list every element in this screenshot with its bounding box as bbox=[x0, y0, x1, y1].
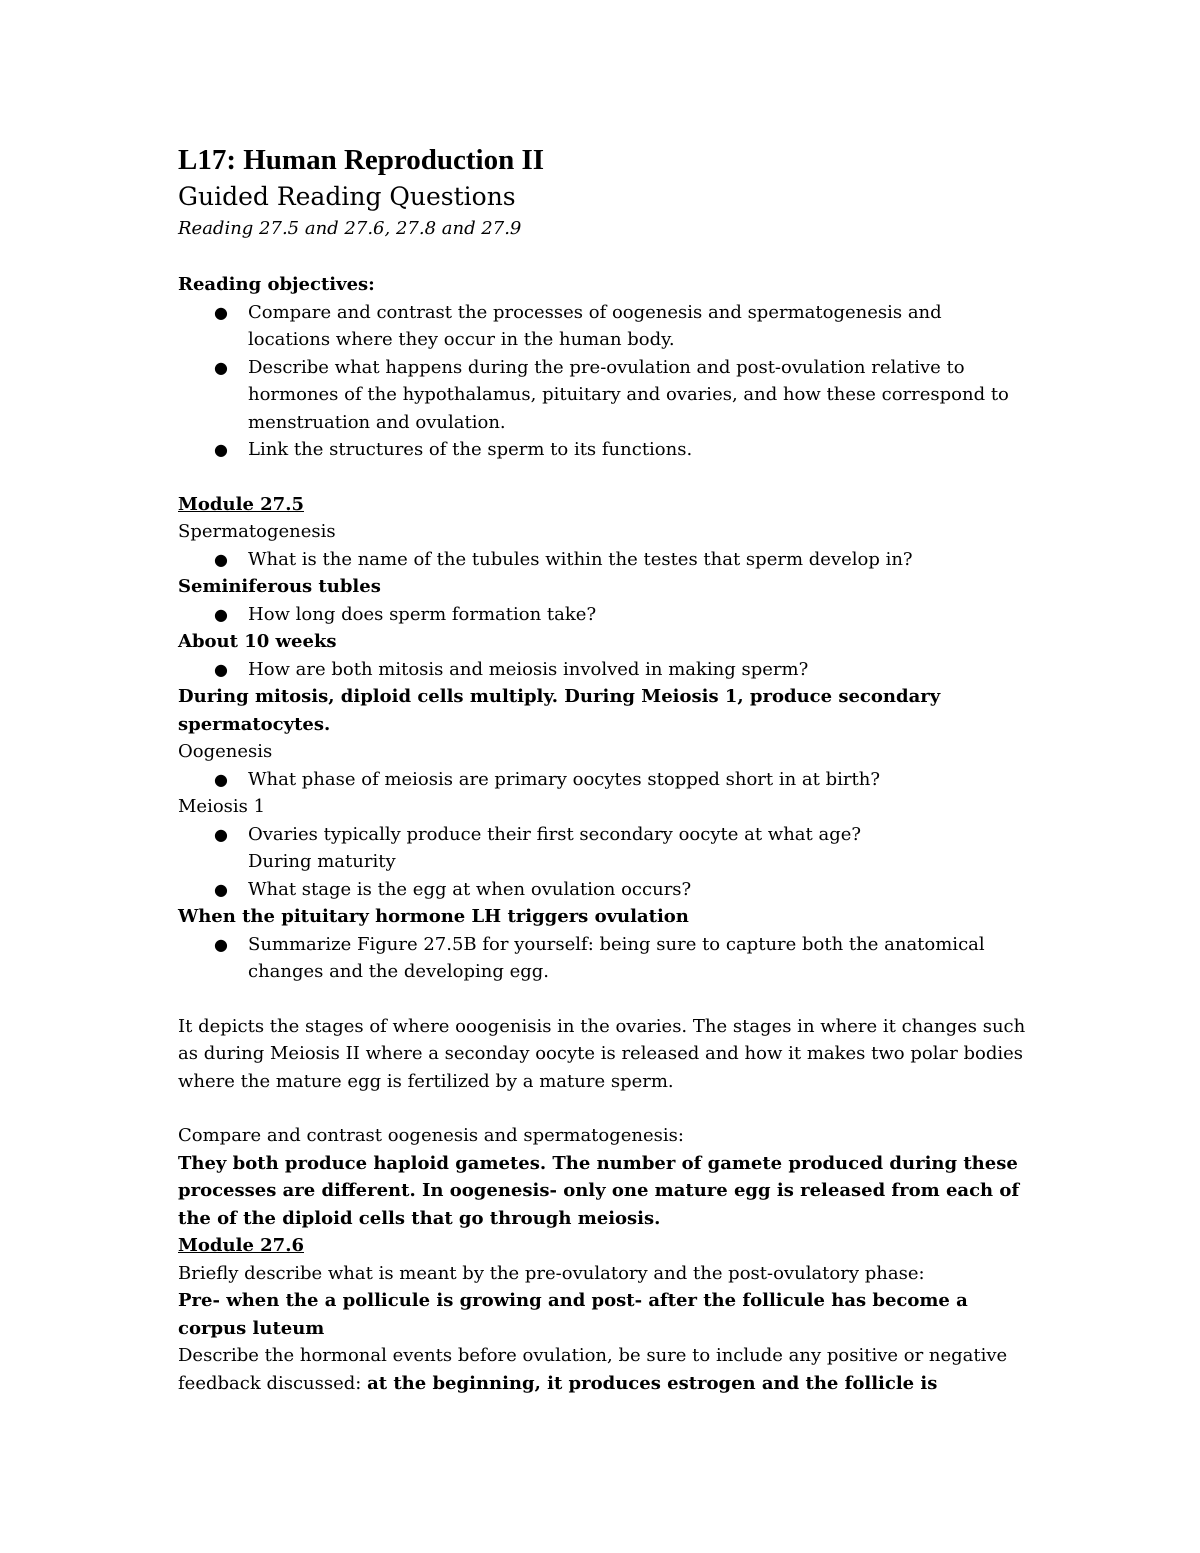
bullet-icon: ● bbox=[214, 659, 228, 679]
question: ● What stage is the egg at when ovulation occurs? bbox=[178, 876, 1028, 904]
bullet-icon: ● bbox=[214, 549, 228, 569]
oogenesis-subheading: Oogenesis bbox=[178, 741, 273, 762]
reading-assignment: Reading 27.5 and 27.6, 27.8 and 27.9 bbox=[178, 218, 522, 239]
list-item: ● Compare and contrast the processes of oogenesis and spermatogenesis and locations where they occur in the human body. bbox=[178, 299, 1028, 354]
document-title: L17: Human Reproduction II bbox=[178, 144, 545, 176]
bullet-icon: ● bbox=[214, 934, 228, 954]
objectives-heading: Reading objectives: bbox=[178, 274, 375, 295]
document-page bbox=[178, 140, 1028, 1397]
bullet-icon: ● bbox=[214, 357, 228, 377]
objectives-list bbox=[178, 299, 1028, 464]
answer: at the beginning, it produces estrogen and the follicle is bbox=[367, 1372, 938, 1394]
document-subtitle: Guided Reading Questions bbox=[178, 182, 516, 211]
bullet-icon: ● bbox=[214, 824, 228, 844]
bullet-icon: ● bbox=[214, 604, 228, 624]
bullet-icon: ● bbox=[214, 879, 228, 899]
bullet-icon: ● bbox=[214, 440, 228, 459]
question: ● What phase of meiosis are primary oocytes stopped short in at birth? bbox=[178, 766, 1028, 794]
bullet-icon: ● bbox=[214, 769, 228, 789]
answer: About 10 weeks bbox=[178, 631, 337, 652]
question: ● How are both mitosis and meiosis involved in making sperm? bbox=[178, 656, 1028, 684]
question: ● Summarize Figure 27.5B for yourself: being sure to capture both the anatomical changes and the developing egg. bbox=[178, 931, 1028, 986]
answer: During mitosis, diploid cells multiply. During Meiosis 1, produce secondary spermatocytes. bbox=[178, 686, 941, 735]
answer: Meiosis 1 bbox=[178, 796, 266, 817]
question: ● Ovaries typically produce their first secondary oocyte at what age? bbox=[178, 821, 1028, 849]
module-27-5-heading: Module 27.5 bbox=[178, 493, 304, 515]
question-with-answer bbox=[178, 1342, 1028, 1397]
list-item: ● Describe what happens during the pre-ovulation and post-ovulation relative to hormones of the hypothalamus, pituitary and ovaries, and how these correspond to menstruation and ovulation. bbox=[178, 354, 1028, 437]
answer: They both produce haploid gametes. The number of gamete produced during these processes are different. In oogenesis- only one mature egg is released from each of the of the diploid cells that go through meiosis. bbox=[178, 1152, 1020, 1229]
answer: Pre- when the a pollicule is growing and post- after the follicule has become a corpus luteum bbox=[178, 1290, 968, 1339]
spermatogenesis-subheading: Spermatogenesis bbox=[178, 521, 336, 542]
question: ● How long does sperm formation take? bbox=[178, 601, 1028, 629]
question: ● What is the name of the tubules within the testes that sperm develop in? bbox=[178, 546, 1028, 574]
question: Describe the hormonal events before ovulation, be sure to include any positive or negative feedback discussed: bbox=[178, 1345, 1008, 1394]
question: Briefly describe what is meant by the pre-ovulatory and the post-ovulatory phase: bbox=[178, 1262, 925, 1284]
answer: It depicts the stages of where ooogenisis in the ovaries. The stages in where it changes such as during Meiosis II where a seconday oocyte is released and how it makes two polar bodies where the mature egg is fertilized by a mature sperm. bbox=[178, 1015, 1026, 1092]
answer: When the pituitary hormone LH triggers ovulation bbox=[178, 906, 689, 927]
answer: During maturity bbox=[248, 851, 396, 872]
bullet-icon: ● bbox=[214, 302, 228, 322]
answer: Seminiferous tubles bbox=[178, 576, 381, 597]
question: Compare and contrast oogenesis and spermatogenesis: bbox=[178, 1125, 684, 1146]
list-item: ● Link the structures of the sperm to its functions. bbox=[178, 436, 1028, 464]
module-27-6-heading: Module 27.6 bbox=[178, 1235, 304, 1256]
